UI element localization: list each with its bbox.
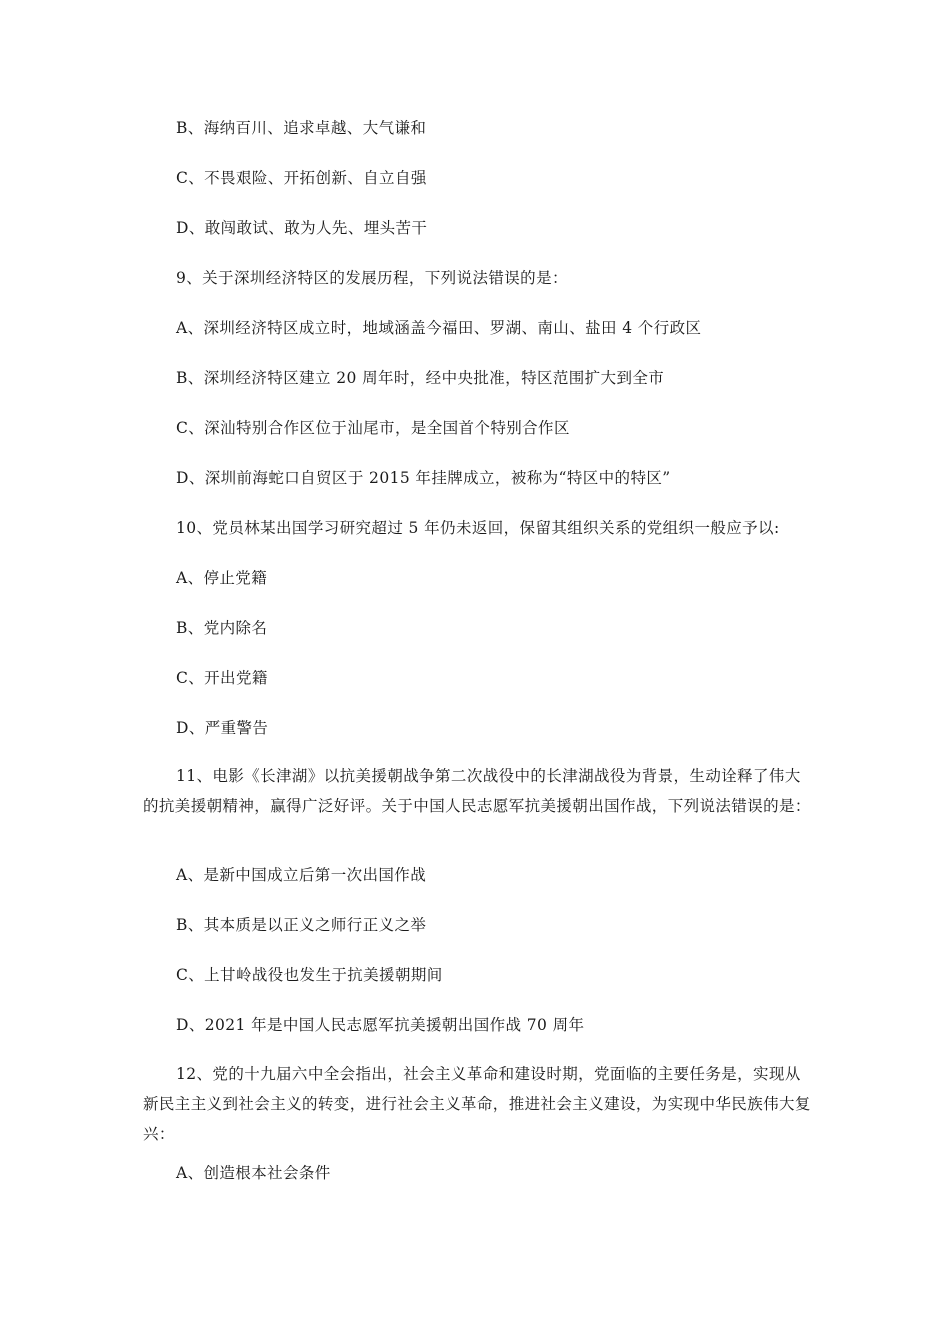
- q11-option-d: D、2021 年是中国人民志愿军抗美援朝出国作战 70 周年: [176, 1016, 585, 1034]
- q12-option-a: A、创造根本社会条件: [176, 1164, 331, 1182]
- q10-option-d: D、严重警告: [176, 719, 269, 737]
- question-11: 11、电影《长津湖》以抗美援朝战争第二次战役中的长津湖战役为背景，生动诠释了伟大的抗美援朝精神，赢得广泛好评。关于中国人民志愿军抗美援朝出国作战，下列说法错误的是：: [143, 767, 811, 815]
- option-c-line: C、不畏艰险、开拓创新、自立自强: [176, 169, 427, 187]
- question-9: 9、关于深圳经济特区的发展历程，下列说法错误的是：: [176, 269, 568, 287]
- q11-option-b: B、其本质是以正义之师行正义之举: [176, 916, 427, 934]
- q9-option-d: D、深圳前海蛇口自贸区于 2015 年挂牌成立，被称为“特区中的特区”: [176, 469, 671, 487]
- q9-option-a: A、深圳经济特区成立时，地域涵盖今福田、罗湖、南山、盐田 4 个行政区: [176, 319, 702, 337]
- q11-option-c: C、上甘岭战役也发生于抗美援朝期间: [176, 966, 443, 984]
- option-b-line: B、海纳百川、追求卓越、大气谦和: [176, 119, 427, 137]
- option-d-line: D、敢闯敢试、敢为人先、埋头苦干: [176, 219, 428, 237]
- question-10: 10、党员林某出国学习研究超过 5 年仍未返回，保留其组织关系的党组织一般应予以:: [176, 519, 780, 537]
- q9-option-c: C、深汕特别合作区位于汕尾市，是全国首个特别合作区: [176, 419, 570, 437]
- q11-option-a: A、是新中国成立后第一次出国作战: [176, 866, 427, 884]
- q10-option-a: A、停止党籍: [176, 569, 268, 587]
- q10-option-c: C、开出党籍: [176, 669, 268, 687]
- q9-option-b: B、深圳经济特区建立 20 周年时，经中央批准，特区范围扩大到全市: [176, 369, 665, 387]
- question-12: 12、党的十九届六中全会指出，社会主义革命和建设时期，党面临的主要任务是，实现从新民主主义到社会主义的转变，进行社会主义革命，推进社会主义建设，为实现中华民族伟大复兴：: [143, 1065, 811, 1143]
- q10-option-b: B、党内除名: [176, 619, 268, 637]
